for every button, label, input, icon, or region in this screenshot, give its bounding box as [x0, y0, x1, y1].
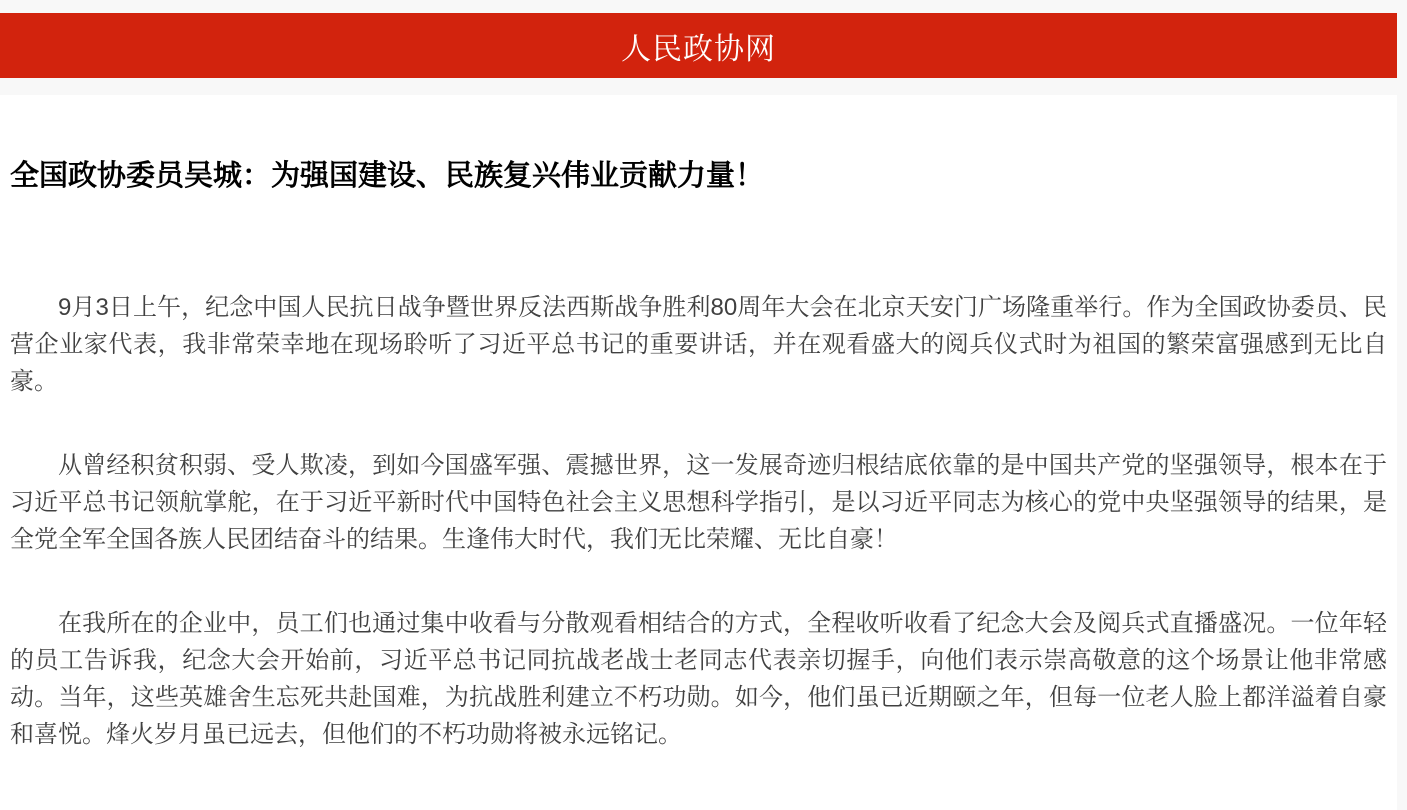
- article-title: 全国政协委员吴城：为强国建设、民族复兴伟业贡献力量！: [10, 160, 765, 192]
- site-name: 人民政协网: [621, 32, 776, 66]
- site-banner: [0, 13, 1397, 78]
- article-paragraph: 9月3日上午，纪念中国人民抗日战争暨世界反法西斯战争胜利80周年大会在北京天安门广场隆重举行。作为全国政协委员、民营企业家代表，我非常荣幸地在现场聆听了习近平总书记的重要讲话，并在观看盛大的阅兵仪式时为祖国的繁荣富强感到无比自豪。: [10, 294, 1387, 396]
- article-paragraph: 从曾经积贫积弱、受人欺凌，到如今国盛军强、震撼世界，这一发展奇迹归根结底依靠的是中国共产党的坚强领导，根本在于习近平总书记领航掌舵，在于习近平新时代中国特色社会主义思想科学指引，是以习近平同志为核心的党中央坚强领导的结果，是全党全军全国各族人民团结奋斗的结果。生逢伟大时代，我们无比荣耀、无比自豪！: [10, 452, 1387, 554]
- top-gap: [0, 0, 1397, 13]
- article-paragraph: 在我所在的企业中，员工们也通过集中收看与分散观看相结合的方式，全程收听收看了纪念大会及阅兵式直播盛况。一位年轻的员工告诉我，纪念大会开始前，习近平总书记同抗战老战士老同志代表亲切握手，向他们表示崇高敬意的这个场景让他非常感动。当年，这些英雄舍生忘死共赴国难，为抗战胜利建立不朽功勋。如今，他们虽已近期颐之年，但每一位老人脸上都洋溢着自豪和喜悦。烽火岁月虽已远去，但他们的不朽功勋将被永远铭记。: [10, 610, 1387, 749]
- banner-gap: [0, 78, 1397, 95]
- article-container: [0, 95, 1397, 810]
- article-body: [10, 289, 1387, 753]
